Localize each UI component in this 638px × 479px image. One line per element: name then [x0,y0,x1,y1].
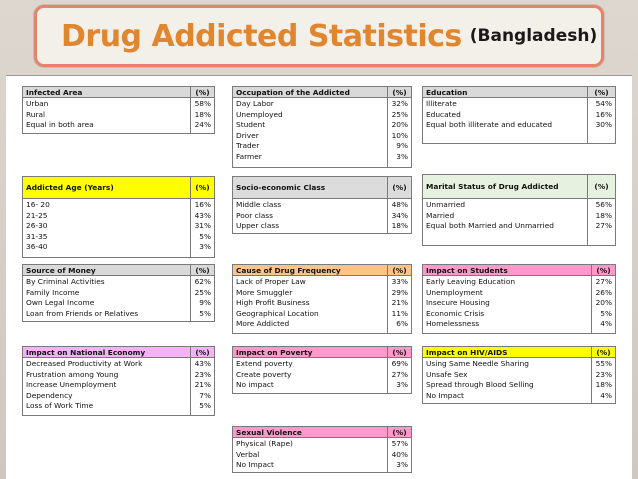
table-header-label: Impact on Poverty [236,347,313,357]
row-label: Extend poverty [236,359,293,368]
table-header-percent: (%) [387,427,411,437]
slide-subtitle: (Bangladesh) [469,26,598,46]
row-label: Economic Crisis [426,308,485,318]
row-label: More Smuggler [236,287,293,297]
table-header [233,347,411,358]
row-value: 26% [595,287,612,297]
row-label: Spread through Blood Selling [426,380,534,389]
table-header-percent: (%) [387,87,411,97]
table-header [233,265,411,276]
table-header-label: Impact on HIV/AIDS [426,347,508,357]
row-value: 9% [199,298,211,307]
table-header [23,265,214,276]
row-value: 48% [391,200,408,209]
table-header-label: Marital Status of Drug Addicted [426,181,559,191]
row-value: 5% [600,308,612,318]
table-marital-status [422,174,616,246]
row-value: 18% [595,210,612,220]
row-label: Unmarried [426,200,466,209]
row-label: Poor class [236,210,273,220]
row-value: 24% [194,120,211,129]
row-value: 25% [391,109,408,119]
row-value: 3% [199,242,211,251]
table-header [423,175,615,199]
row-value: 5% [199,231,211,241]
table-header-percent: (%) [190,347,214,357]
row-value: 55% [595,359,612,368]
row-value: 3% [396,380,408,389]
row-label: Driver [236,130,259,140]
table-header-percent: (%) [190,265,214,275]
row-value: 3% [396,151,408,161]
row-label: Unemployment [426,287,483,297]
table-header-label: Sexual Violence [236,427,302,437]
row-label: 26-30 [26,221,48,230]
row-label: Equal in both area [26,120,94,129]
row-value: 69% [391,359,408,368]
row-label: Farmer [236,151,262,161]
table-impact-hiv [422,346,616,404]
row-label: 31-35 [26,231,48,241]
row-label: Loss of Work Time [26,401,94,410]
row-label: Using Same Needle Sharing [426,359,529,368]
table-header-percent: (%) [587,87,615,97]
row-label: Frustration among Young [26,369,119,379]
row-value: 25% [194,287,211,297]
row-label: Educated [426,109,461,119]
table-header-percent: (%) [587,175,615,198]
row-label: Rural [26,109,46,119]
table-education [422,86,616,144]
row-value: 4% [600,319,612,328]
row-label: Married [426,210,455,220]
row-value: 56% [595,200,612,209]
row-label: Student [236,120,266,129]
row-label: Lack of Proper Law [236,277,306,286]
table-header-percent: (%) [387,265,411,275]
row-value: 6% [396,319,408,328]
table-national-economy [22,346,215,416]
row-label: Day Labor [236,99,274,108]
row-value: 32% [391,99,408,108]
row-value: 58% [194,99,211,108]
table-infected-area [22,86,215,134]
row-value: 4% [600,390,612,400]
row-value: 16% [595,109,612,119]
row-value: 5% [199,308,211,318]
row-label: No Impact [236,460,274,469]
row-value: 57% [391,439,408,448]
table-header-label: Occupation of the Addicted [236,87,350,97]
table-impact-students [422,264,616,334]
row-value: 21% [194,380,211,389]
row-value: 31% [194,221,211,230]
table-impact-poverty [232,346,412,394]
table-cause-of-drug [232,264,412,334]
table-header-percent: (%) [190,177,214,198]
table-source-of-money [22,264,215,322]
row-label: Trader [236,141,260,150]
row-value: 30% [595,120,612,129]
row-label: 16- 20 [26,200,50,209]
table-header-label: Impact on National Economy [26,347,146,357]
row-label: Verbal [236,449,260,459]
table-occupation [232,86,412,168]
row-value: 20% [595,298,612,307]
row-value: 23% [194,369,211,379]
table-header-percent: (%) [591,347,615,357]
row-label: Geographical Location [236,308,319,318]
table-header [23,347,214,358]
table-header-label: Socio-economic Class [236,183,326,192]
row-label: 36-40 [26,242,48,251]
row-value: 27% [595,221,612,230]
table-header-percent: (%) [387,177,411,198]
row-value: 33% [391,277,408,286]
table-sexual-violence [232,426,412,473]
row-value: 10% [391,130,408,140]
row-value: 43% [194,210,211,220]
row-value: 5% [199,401,211,410]
row-label: Unsafe Sex [426,369,468,379]
table-header [233,427,411,438]
row-value: 18% [391,221,408,230]
row-label: Physical (Rape) [236,439,293,448]
table-header-label: Source of Money [26,265,96,275]
row-label: Decreased Productivity at Work [26,359,143,368]
table-socio-economic [232,176,412,234]
row-label: Family Income [26,287,80,297]
row-value: 18% [595,380,612,389]
row-label: 21-25 [26,210,48,220]
row-label: Unemployed [236,109,283,119]
row-label: No Impact [426,390,464,400]
slide-title: Drug Addicted Statistics [61,18,462,54]
row-label: Urban [26,99,49,108]
table-header [423,265,615,276]
row-value: 27% [391,369,408,379]
row-label: More Addicted [236,319,290,328]
row-label: Increase Unemployment [26,380,117,389]
table-header [233,87,411,98]
row-value: 7% [199,390,211,400]
row-label: Dependency [26,390,73,400]
row-label: Illiterate [426,99,457,108]
table-header-label: Impact on Students [426,265,508,275]
table-header-percent: (%) [591,265,615,275]
table-header [423,87,615,98]
title-banner [34,5,604,67]
row-label: Upper class [236,221,280,230]
row-label: High Profit Business [236,298,310,307]
row-value: 27% [595,277,612,286]
row-value: 18% [194,109,211,119]
row-label: Equal both illiterate and educated [426,120,553,129]
row-value: 54% [595,99,612,108]
row-value: 40% [391,449,408,459]
row-value: 20% [391,120,408,129]
row-label: Early Leaving Education [426,277,516,286]
row-label: Create poverty [236,369,292,379]
table-addicted-age [22,176,215,258]
table-header [423,347,615,358]
row-label: Middle class [236,200,282,209]
row-value: 11% [391,308,408,318]
row-value: 23% [595,369,612,379]
row-value: 29% [391,287,408,297]
row-value: 62% [194,277,211,286]
row-value: 3% [396,460,408,469]
table-header-label: Infected Area [26,87,83,97]
table-header-percent: (%) [387,347,411,357]
table-header-percent: (%) [190,87,214,97]
statistics-sheet [6,75,632,479]
table-header-label: Cause of Drug Frequency [236,265,341,275]
row-label: By Criminal Activities [26,277,105,286]
row-label: Equal both Married and Unmarried [426,221,554,230]
table-header [23,177,214,199]
row-label: Homelessness [426,319,480,328]
row-label: Insecure Housing [426,298,490,307]
row-label: Loan from Friends or Relatives [26,308,139,318]
table-header [233,177,411,199]
row-value: 21% [391,298,408,307]
table-header-label: Addicted Age (Years) [26,183,114,192]
row-value: 34% [391,210,408,220]
row-label: No impact [236,380,274,389]
table-header-label: Education [426,87,468,97]
row-label: Own Legal Income [26,298,95,307]
row-value: 43% [194,359,211,368]
row-value: 16% [194,200,211,209]
row-value: 9% [396,141,408,150]
table-header [23,87,214,98]
